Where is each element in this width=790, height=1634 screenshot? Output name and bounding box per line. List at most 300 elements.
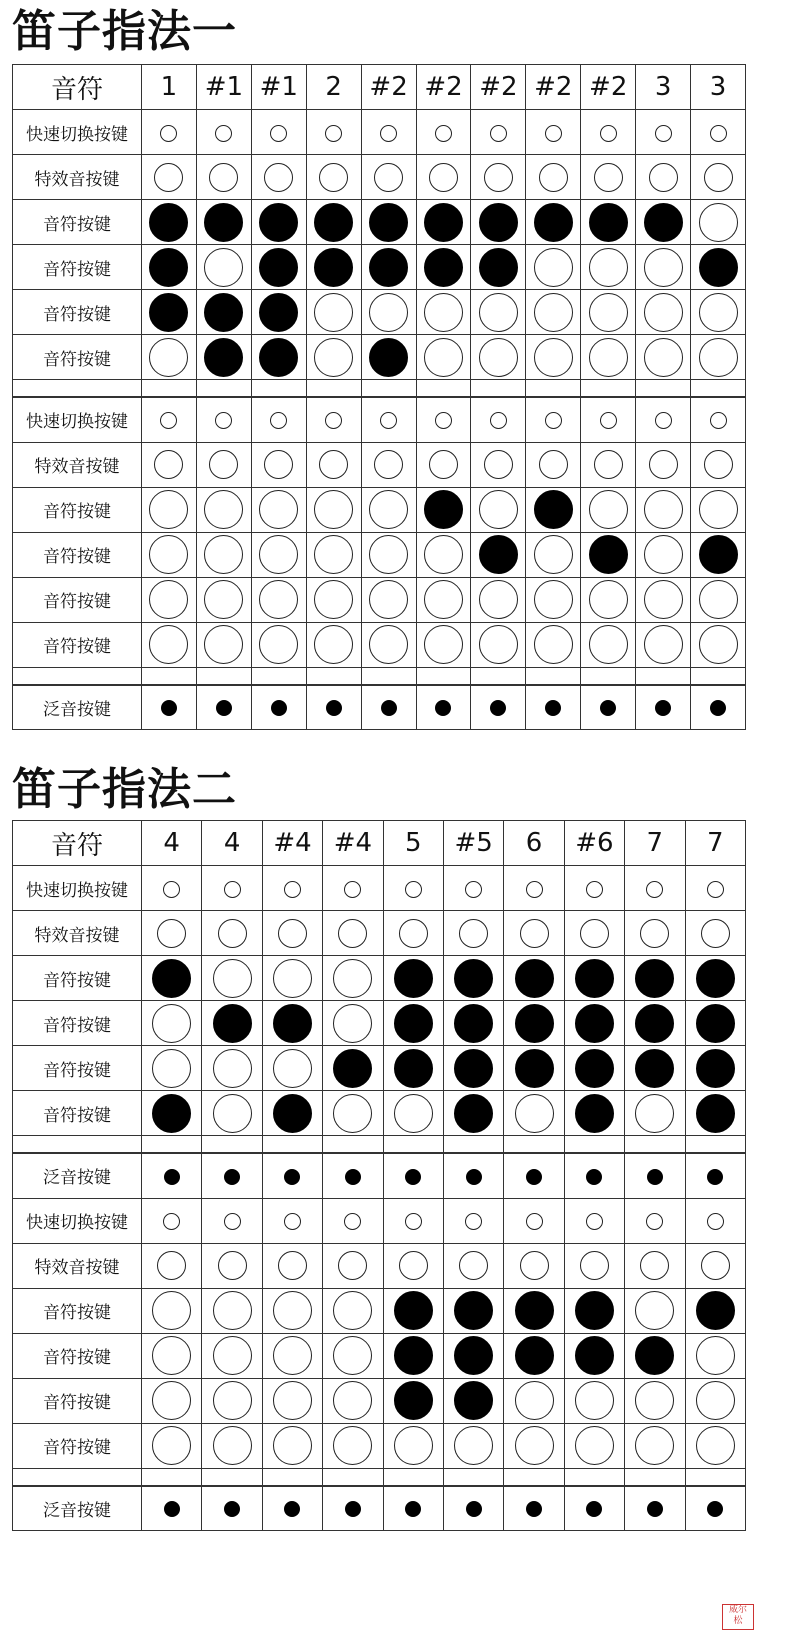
hole-cell (202, 1288, 262, 1333)
key-row (13, 1243, 746, 1288)
separator-cell (526, 380, 581, 398)
separator-cell (691, 380, 746, 398)
open-hole-icon (655, 125, 672, 142)
separator-cell (323, 1468, 383, 1486)
hole-cell (581, 245, 636, 290)
row-label: 音符按键 (13, 1288, 142, 1333)
harmonic-dot-icon (284, 1501, 300, 1517)
open-hole-icon (696, 1336, 735, 1375)
hole-cell (383, 1046, 443, 1091)
note-header: #2 (526, 65, 581, 110)
open-hole-icon (284, 881, 301, 898)
note-header: #5 (443, 821, 503, 866)
open-hole-icon (405, 881, 422, 898)
row-label: 音符按键 (13, 1378, 142, 1423)
hole-cell (196, 685, 251, 730)
hole-cell (581, 577, 636, 622)
open-hole-icon (534, 338, 573, 377)
key-row (13, 956, 746, 1001)
row-label: 快速切换按键 (13, 866, 142, 911)
hole-cell (202, 911, 262, 956)
hole-cell (526, 487, 581, 532)
hole-cell (471, 442, 526, 487)
open-hole-icon (459, 1251, 488, 1280)
row-label: 音符按键 (13, 1423, 142, 1468)
hole-cell (416, 290, 471, 335)
open-hole-icon (209, 163, 238, 192)
hole-cell (564, 1486, 624, 1531)
closed-hole-icon (575, 1049, 614, 1088)
hole-cell (251, 532, 306, 577)
separator-cell (361, 667, 416, 685)
key-row (13, 1001, 746, 1046)
note-header: #4 (262, 821, 322, 866)
open-hole-icon (534, 535, 573, 574)
open-hole-icon (479, 490, 518, 529)
key-row (13, 532, 746, 577)
hole-cell (142, 1153, 202, 1198)
hole-cell (262, 1288, 322, 1333)
open-hole-icon (314, 338, 353, 377)
open-hole-icon (534, 248, 573, 287)
open-hole-icon (586, 881, 603, 898)
open-hole-icon (534, 625, 573, 664)
open-hole-icon (405, 1213, 422, 1230)
closed-hole-icon (696, 1049, 735, 1088)
open-hole-icon (424, 625, 463, 664)
hole-cell (636, 200, 691, 245)
hole-cell (443, 1091, 503, 1136)
hole-cell (142, 1333, 202, 1378)
closed-hole-icon (259, 203, 298, 242)
hole-cell (323, 1486, 383, 1531)
open-hole-icon (374, 163, 403, 192)
open-hole-icon (600, 125, 617, 142)
hole-cell (196, 487, 251, 532)
note-header: 3 (691, 65, 746, 110)
hole-cell (361, 290, 416, 335)
separator-cell (142, 1136, 202, 1154)
hole-cell (691, 110, 746, 155)
hole-cell (504, 1091, 564, 1136)
open-hole-icon (259, 490, 298, 529)
row-label: 特效音按键 (13, 155, 142, 200)
open-hole-icon (374, 450, 403, 479)
open-hole-icon (278, 1251, 307, 1280)
hole-cell (306, 397, 361, 442)
hole-cell (251, 110, 306, 155)
separator-row (13, 1468, 746, 1486)
hole-cell (251, 290, 306, 335)
open-hole-icon (394, 1094, 433, 1133)
open-hole-icon (152, 1336, 191, 1375)
hole-cell (196, 155, 251, 200)
closed-hole-icon (534, 490, 573, 529)
hole-cell (323, 1153, 383, 1198)
closed-hole-icon (149, 248, 188, 287)
closed-hole-icon (259, 293, 298, 332)
hole-cell (471, 290, 526, 335)
hole-cell (581, 487, 636, 532)
hole-cell (443, 1288, 503, 1333)
separator-cell (383, 1136, 443, 1154)
hole-cell (564, 1243, 624, 1288)
closed-hole-icon (369, 338, 408, 377)
hole-cell (416, 397, 471, 442)
row-label: 音符按键 (13, 487, 142, 532)
closed-hole-icon (369, 203, 408, 242)
closed-hole-icon (424, 248, 463, 287)
key-row (13, 1198, 746, 1243)
hole-cell (323, 1333, 383, 1378)
hole-cell (142, 335, 197, 380)
harmonic-dot-icon (224, 1169, 240, 1185)
hole-cell (202, 1333, 262, 1378)
hole-cell (383, 1333, 443, 1378)
hole-cell (142, 1046, 202, 1091)
open-hole-icon (215, 125, 232, 142)
open-hole-icon (314, 625, 353, 664)
row-label: 音符按键 (13, 1001, 142, 1046)
hole-cell (416, 685, 471, 730)
harmonic-dot-icon (284, 1169, 300, 1185)
separator-cell (251, 380, 306, 398)
hole-cell (471, 397, 526, 442)
closed-hole-icon (575, 959, 614, 998)
hole-cell (202, 1153, 262, 1198)
closed-hole-icon (333, 1049, 372, 1088)
hole-cell (306, 245, 361, 290)
hole-cell (142, 200, 197, 245)
harmonic-dot-icon (490, 700, 506, 716)
hole-cell (142, 577, 197, 622)
open-hole-icon (204, 535, 243, 574)
hole-cell (625, 1091, 685, 1136)
hole-cell (361, 442, 416, 487)
hole-cell (685, 1333, 745, 1378)
hole-cell (581, 622, 636, 667)
hole-cell (142, 442, 197, 487)
hole-cell (443, 1333, 503, 1378)
hole-cell (306, 532, 361, 577)
harmonic-dot-icon (326, 700, 342, 716)
separator-cell (262, 1136, 322, 1154)
row-label: 音符按键 (13, 577, 142, 622)
open-hole-icon (655, 412, 672, 429)
separator-cell (306, 667, 361, 685)
hole-cell (306, 110, 361, 155)
row-label: 快速切换按键 (13, 110, 142, 155)
hole-cell (196, 532, 251, 577)
open-hole-icon (152, 1049, 191, 1088)
hole-cell (306, 487, 361, 532)
separator-cell (685, 1136, 745, 1154)
open-hole-icon (149, 338, 188, 377)
closed-hole-icon (454, 959, 493, 998)
open-hole-icon (264, 163, 293, 192)
hole-cell (202, 1001, 262, 1046)
hole-cell (262, 956, 322, 1001)
closed-hole-icon (454, 1381, 493, 1420)
key-row (13, 335, 746, 380)
open-hole-icon (213, 959, 252, 998)
hole-cell (504, 1288, 564, 1333)
hole-cell (625, 1243, 685, 1288)
note-header: 4 (142, 821, 202, 866)
hole-cell (691, 335, 746, 380)
fingering-table-1 (12, 64, 746, 730)
hole-cell (691, 397, 746, 442)
open-hole-icon (333, 1381, 372, 1420)
header-row (13, 65, 746, 110)
note-header: 3 (636, 65, 691, 110)
hole-cell (251, 155, 306, 200)
note-header: 2 (306, 65, 361, 110)
hole-cell (636, 110, 691, 155)
harmonic-dot-icon (466, 1169, 482, 1185)
separator-cell (443, 1136, 503, 1154)
closed-hole-icon (213, 1004, 252, 1043)
hole-cell (526, 155, 581, 200)
note-header: #4 (323, 821, 383, 866)
hole-cell (471, 155, 526, 200)
open-hole-icon (424, 535, 463, 574)
hole-cell (685, 1243, 745, 1288)
closed-hole-icon (454, 1049, 493, 1088)
open-hole-icon (204, 490, 243, 529)
hole-cell (251, 622, 306, 667)
open-hole-icon (575, 1426, 614, 1465)
key-row (13, 1486, 746, 1531)
open-hole-icon (204, 580, 243, 619)
hole-cell (306, 155, 361, 200)
open-hole-icon (273, 1426, 312, 1465)
hole-cell (323, 1091, 383, 1136)
open-hole-icon (465, 881, 482, 898)
hole-cell (443, 1153, 503, 1198)
hole-cell (262, 1153, 322, 1198)
closed-hole-icon (204, 293, 243, 332)
closed-hole-icon (635, 1336, 674, 1375)
separator-cell (323, 1136, 383, 1154)
hole-cell (504, 1378, 564, 1423)
key-row (13, 1333, 746, 1378)
hole-cell (504, 1486, 564, 1531)
separator-cell (13, 380, 142, 398)
hole-cell (564, 866, 624, 911)
open-hole-icon (218, 1251, 247, 1280)
hole-cell (383, 1091, 443, 1136)
hole-cell (443, 1198, 503, 1243)
separator-cell (251, 667, 306, 685)
open-hole-icon (213, 1049, 252, 1088)
hole-cell (323, 956, 383, 1001)
hole-cell (564, 1046, 624, 1091)
hole-cell (581, 397, 636, 442)
hole-cell (685, 1046, 745, 1091)
hole-cell (685, 1091, 745, 1136)
hole-cell (636, 290, 691, 335)
open-hole-icon (644, 293, 683, 332)
hole-cell (196, 622, 251, 667)
hole-cell (471, 200, 526, 245)
open-hole-icon (589, 490, 628, 529)
hole-cell (383, 1243, 443, 1288)
hole-cell (691, 290, 746, 335)
hole-cell (416, 155, 471, 200)
open-hole-icon (333, 959, 372, 998)
open-hole-icon (534, 580, 573, 619)
closed-hole-icon (589, 535, 628, 574)
note-header: #2 (581, 65, 636, 110)
note-header: 7 (685, 821, 745, 866)
open-hole-icon (435, 412, 452, 429)
hole-cell (526, 577, 581, 622)
hole-cell (625, 1198, 685, 1243)
closed-hole-icon (635, 1049, 674, 1088)
hole-cell (691, 245, 746, 290)
key-row (13, 1288, 746, 1333)
open-hole-icon (545, 412, 562, 429)
hole-cell (504, 1046, 564, 1091)
open-hole-icon (333, 1094, 372, 1133)
open-hole-icon (163, 881, 180, 898)
hole-cell (504, 1153, 564, 1198)
hole-cell (306, 290, 361, 335)
hole-cell (685, 1288, 745, 1333)
open-hole-icon (314, 580, 353, 619)
open-hole-icon (701, 919, 730, 948)
hole-cell (416, 532, 471, 577)
closed-hole-icon (394, 1381, 433, 1420)
open-hole-icon (213, 1094, 252, 1133)
open-hole-icon (325, 412, 342, 429)
separator-cell (636, 380, 691, 398)
key-row (13, 110, 746, 155)
hole-cell (383, 1153, 443, 1198)
separator-cell (142, 1468, 202, 1486)
fingering-table-2 (12, 820, 746, 1531)
hole-cell (383, 1423, 443, 1468)
hole-cell (471, 487, 526, 532)
open-hole-icon (699, 625, 738, 664)
hole-cell (581, 685, 636, 730)
hole-cell (564, 1378, 624, 1423)
hole-cell (685, 956, 745, 1001)
open-hole-icon (264, 450, 293, 479)
closed-hole-icon (515, 959, 554, 998)
separator-cell (416, 667, 471, 685)
harmonic-dot-icon (271, 700, 287, 716)
hole-cell (251, 200, 306, 245)
separator-row (13, 667, 746, 685)
hole-cell (625, 1378, 685, 1423)
hole-cell (526, 200, 581, 245)
open-hole-icon (704, 450, 733, 479)
hole-cell (142, 155, 197, 200)
open-hole-icon (699, 338, 738, 377)
hole-cell (625, 866, 685, 911)
hole-cell (526, 532, 581, 577)
closed-hole-icon (424, 203, 463, 242)
hole-cell (504, 911, 564, 956)
hole-cell (504, 1333, 564, 1378)
hole-cell (361, 245, 416, 290)
harmonic-dot-icon (345, 1501, 361, 1517)
open-hole-icon (465, 1213, 482, 1230)
open-hole-icon (273, 959, 312, 998)
hole-cell (142, 245, 197, 290)
harmonic-dot-icon (224, 1501, 240, 1517)
open-hole-icon (157, 1251, 186, 1280)
open-hole-icon (344, 1213, 361, 1230)
hole-cell (625, 1153, 685, 1198)
section-2-title: 笛子指法二 (12, 764, 237, 815)
open-hole-icon (534, 293, 573, 332)
hole-cell (196, 110, 251, 155)
hole-cell (581, 290, 636, 335)
hole-cell (625, 1486, 685, 1531)
hole-cell (625, 1333, 685, 1378)
note-header: 6 (504, 821, 564, 866)
note-header: 7 (625, 821, 685, 866)
note-header: #6 (564, 821, 624, 866)
hole-cell (416, 335, 471, 380)
separator-row (13, 380, 746, 398)
hole-cell (526, 442, 581, 487)
hole-cell (361, 397, 416, 442)
row-label: 泛音按键 (13, 1153, 142, 1198)
harmonic-dot-icon (216, 700, 232, 716)
hole-cell (306, 577, 361, 622)
hole-cell (383, 1486, 443, 1531)
row-label: 音符按键 (13, 200, 142, 245)
open-hole-icon (526, 881, 543, 898)
open-hole-icon (314, 535, 353, 574)
hole-cell (691, 487, 746, 532)
separator-cell (625, 1468, 685, 1486)
open-hole-icon (707, 1213, 724, 1230)
closed-hole-icon (394, 959, 433, 998)
hole-cell (142, 487, 197, 532)
open-hole-icon (699, 293, 738, 332)
open-hole-icon (526, 1213, 543, 1230)
hole-cell (142, 622, 197, 667)
closed-hole-icon (635, 959, 674, 998)
open-hole-icon (646, 881, 663, 898)
closed-hole-icon (273, 1004, 312, 1043)
open-hole-icon (369, 293, 408, 332)
harmonic-dot-icon (586, 1501, 602, 1517)
hole-cell (636, 335, 691, 380)
hole-cell (564, 1153, 624, 1198)
key-row (13, 622, 746, 667)
harmonic-dot-icon (655, 700, 671, 716)
key-row (13, 911, 746, 956)
closed-hole-icon (515, 1291, 554, 1330)
harmonic-dot-icon (164, 1169, 180, 1185)
open-hole-icon (338, 1251, 367, 1280)
row-label: 音符按键 (13, 532, 142, 577)
key-row (13, 200, 746, 245)
hole-cell (691, 442, 746, 487)
open-hole-icon (149, 625, 188, 664)
open-hole-icon (600, 412, 617, 429)
open-hole-icon (589, 580, 628, 619)
hole-cell (564, 1091, 624, 1136)
closed-hole-icon (259, 248, 298, 287)
seal-logo: 威尔 松 (722, 1604, 754, 1630)
